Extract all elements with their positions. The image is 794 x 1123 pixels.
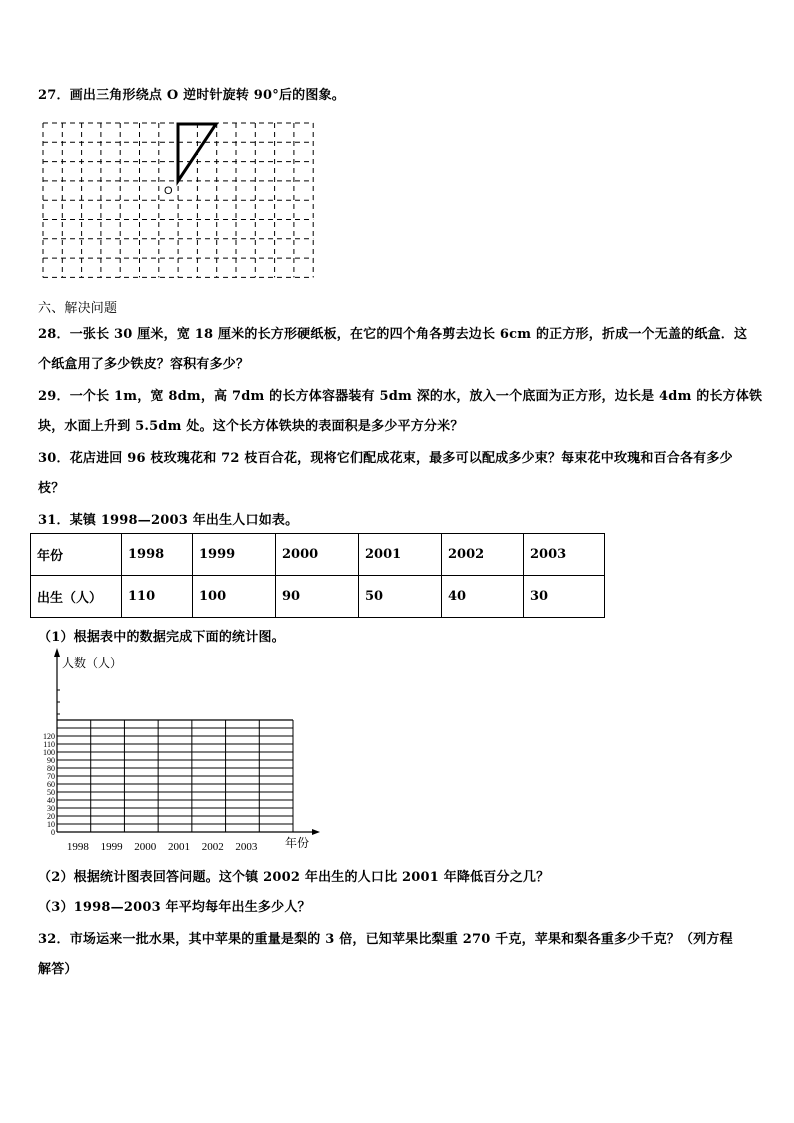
q27-text: 27．画出三角形绕点 O 逆时针旋转 90°后的图象。 — [38, 88, 345, 103]
x-tick-label: 2001 — [168, 841, 190, 853]
q32-line2: 解答） — [38, 962, 78, 977]
y-axis-label: 人数（人） — [62, 656, 123, 670]
table-cell: 2003 — [524, 534, 605, 576]
y-tick-label: 120 — [43, 732, 55, 741]
table-cell: 100 — [193, 576, 276, 618]
q29-line1: 29．一个长 1m，宽 8dm，高 7dm 的长方体容器装有 5dm 深的水，放入一个底面为正方形，边长是 4dm 的长方体铁 — [38, 389, 763, 404]
q31-sub1: （1）根据表中的数据完成下面的统计图。 — [38, 630, 285, 645]
q30-line1: 30．花店进回 96 枝玫瑰花和 72 枝百合花，现将它们配成花束，最多可以配成多少束？每束花中玫瑰和百合各有多少 — [38, 451, 733, 466]
x-tick-label: 2000 — [134, 841, 157, 853]
x-axis-label: 年份 — [285, 836, 310, 850]
table-cell: 年份 — [31, 534, 122, 576]
table-row — [31, 576, 605, 618]
y-tick-label: 70 — [47, 772, 55, 781]
q29-line2: 块，水面上升到 5.5dm 处。这个长方体铁块的表面积是多少平方分米？ — [38, 419, 464, 434]
statistics-chart[interactable] — [43, 648, 320, 853]
q31-sub3: （3）1998—2003 年平均每年出生多少人？ — [38, 900, 311, 915]
section-heading: 六、解决问题 — [38, 301, 118, 316]
y-tick-label: 10 — [47, 820, 55, 829]
table-cell: 出生（人） — [31, 576, 122, 618]
table-cell: 40 — [442, 576, 524, 618]
y-tick-label: 50 — [47, 788, 55, 797]
y-tick-label: 100 — [43, 748, 55, 757]
x-tick-label: 2003 — [235, 841, 258, 853]
table-cell: 30 — [524, 576, 605, 618]
table-cell: 90 — [276, 576, 359, 618]
y-axis-arrow — [54, 648, 60, 657]
table-cell: 2000 — [276, 534, 359, 576]
birth-table — [30, 533, 605, 618]
table-cell: 1998 — [122, 534, 193, 576]
q30-line2: 枝？ — [38, 481, 65, 496]
q28-line2: 个纸盒用了多少铁皮？容积有多少？ — [38, 357, 250, 372]
table-cell: 110 — [122, 576, 193, 618]
y-tick-label: 60 — [47, 780, 55, 789]
y-tick-label: 20 — [47, 812, 55, 821]
table-row — [31, 534, 605, 576]
q31-sub2: （2）根据统计图表回答问题。这个镇 2002 年出生的人口比 2001 年降低百分之几？ — [38, 870, 550, 885]
y-tick-label: 30 — [47, 804, 55, 813]
x-tick-label: 1999 — [100, 841, 123, 853]
q28-line1: 28．一张长 30 厘米，宽 18 厘米的长方形硬纸板，在它的四个角各剪去边长 6cm 的正方形，折成一个无盖的纸盒．这 — [38, 327, 748, 342]
y-tick-label: 90 — [47, 756, 55, 765]
x-tick-label: 1998 — [66, 841, 89, 853]
y-tick-label: 80 — [47, 764, 55, 773]
y-tick-label: 0 — [51, 828, 55, 837]
y-tick-label: 40 — [47, 796, 55, 805]
table-cell: 50 — [359, 576, 442, 618]
table-cell: 2002 — [442, 534, 524, 576]
q32-line1: 32．市场运来一批水果，其中苹果的重量是梨的 3 倍，已知苹果比梨重 270 千克，苹果和梨各重多少千克？（列方程 — [38, 932, 733, 947]
y-tick-label: 110 — [43, 740, 55, 749]
table-cell: 1999 — [193, 534, 276, 576]
x-axis-arrow — [312, 829, 320, 835]
point-o-label: O — [164, 185, 173, 197]
x-tick-label: 2002 — [201, 841, 224, 853]
q31-text: 31．某镇 1998—2003 年出生人口如表。 — [38, 513, 299, 528]
table-cell: 2001 — [359, 534, 442, 576]
